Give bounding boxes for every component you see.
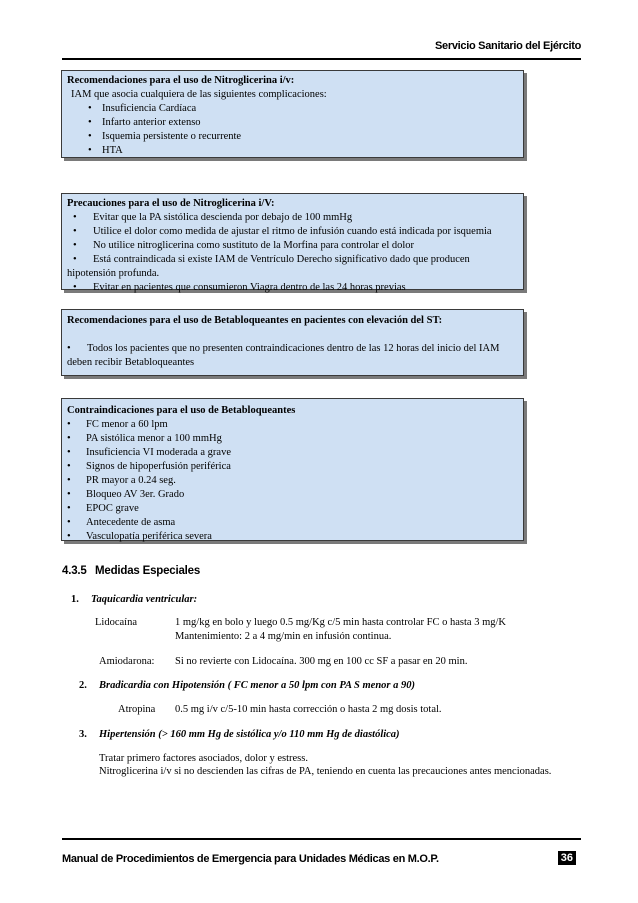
bullet-icon: • xyxy=(67,489,71,500)
box-title: Recomendaciones para el uso de Betabloqueantes en pacientes con elevación del ST: xyxy=(67,315,443,326)
bullet-icon: • xyxy=(67,461,71,472)
section-title: Medidas Especiales xyxy=(95,565,201,577)
section-heading xyxy=(62,565,200,577)
box-paragraph: • Todos los pacientes que no presenten contraindicaciones dentro de las 12 horas del inicio del IAM xyxy=(67,343,500,354)
bullet-icon: • xyxy=(73,212,77,223)
list-item: • PA sistólica menor a 100 mmHg xyxy=(67,433,222,444)
item-1-heading: 1. Taquicardia ventricular: xyxy=(71,594,198,605)
betablocker-recommendations-box xyxy=(61,309,524,376)
list-item: • Bloqueo AV 3er. Grado xyxy=(67,489,185,500)
box-subtitle: IAM que asocia cualquiera de las siguientes complicaciones: xyxy=(71,89,327,100)
box-paragraph-continuation: deben recibir Betabloqueantes xyxy=(67,357,195,368)
list-item: • Infarto anterior extenso xyxy=(88,117,201,128)
list-item: • Signos de hipoperfusión periférica xyxy=(67,461,231,472)
list-item: • Evitar en pacientes que consumieron Viagra dentro de las 24 horas previas xyxy=(73,282,406,293)
bullet-icon: • xyxy=(67,433,71,444)
box-title: Recomendaciones para el uso de Nitroglicerina i/v: xyxy=(67,75,295,86)
list-item: • Isquemia persistente o recurrente xyxy=(88,131,242,142)
bullet-list xyxy=(67,102,523,158)
list-item: • PR mayor a 0.24 seg. xyxy=(67,475,176,486)
atropine-label: Atropina xyxy=(118,704,156,715)
list-item: • HTA xyxy=(88,145,123,156)
list-item: • Está contraindicada si existe IAM de Ventrículo Derecho significativo dado que producen xyxy=(73,254,470,265)
bullet-icon: • xyxy=(73,282,77,293)
list-item: • Evitar que la PA sistólica descienda por debajo de 100 mmHg xyxy=(73,212,353,223)
bullet-icon: • xyxy=(67,419,71,430)
section-number: 4.3.5 xyxy=(62,565,87,577)
bullet-icon: • xyxy=(67,447,71,458)
atropine-dose: 0.5 mg i/v c/5-10 min hasta corrección o hasta 2 mg dosis total. xyxy=(175,704,442,715)
bullet-icon: • xyxy=(73,226,77,237)
list-item: • Insuficiencia Cardíaca xyxy=(88,103,197,114)
bullet-icon: • xyxy=(73,240,77,251)
box-title: Precauciones para el uso de Nitroglicerina i/V: xyxy=(67,198,275,209)
bullet-icon: • xyxy=(88,103,92,114)
page-header: Servicio Sanitario del Ejército xyxy=(435,40,581,52)
footer-rule xyxy=(62,838,581,840)
bullet-list xyxy=(67,211,523,295)
bullet-icon: • xyxy=(88,131,92,142)
item-3-heading: 3. Hipertensión (> 160 mm Hg de sistólica y/o 110 mm Hg de diastólica) xyxy=(79,729,400,740)
bullet-list xyxy=(67,418,523,544)
box-title: Contraindicaciones para el uso de Betabloqueantes xyxy=(67,405,296,416)
item-2-heading: 2. Bradicardia con Hipotensión ( FC menor a 50 lpm con PA S menor a 90) xyxy=(79,680,416,691)
page-number: 36 xyxy=(558,851,576,865)
bullet-icon: • xyxy=(67,343,71,354)
bullet-icon: • xyxy=(67,531,71,542)
bullet-icon: • xyxy=(67,475,71,486)
list-item: • No utilice nitroglicerina como sustituto de la Morfina para controlar el dolor xyxy=(73,240,415,251)
bullet-icon: • xyxy=(67,503,71,514)
hypertension-text-1: Tratar primero factores asociados, dolor y estress. xyxy=(99,753,308,764)
betablocker-contraindications-box xyxy=(61,398,524,541)
hypertension-text-2: Nitroglicerina i/v si no descienden las cifras de PA, teniendo en cuenta las precauciones antes mencionadas. xyxy=(99,766,552,777)
nitroglycerin-recommendations-box xyxy=(61,70,524,158)
list-item: • Vasculopatía periférica severa xyxy=(67,531,212,542)
list-item: • EPOC grave xyxy=(67,503,139,514)
bullet-icon: • xyxy=(73,254,77,265)
header-rule xyxy=(62,58,581,60)
nitroglycerin-precautions-box xyxy=(61,193,524,293)
lidocaine-dose: 1 mg/kg en bolo y luego 0.5 mg/Kg c/5 min hasta controlar FC o hasta 3 mg/K xyxy=(175,617,507,628)
list-item: • FC menor a 60 lpm xyxy=(67,419,168,430)
bullet-icon: • xyxy=(67,517,71,528)
list-item: • Insuficiencia VI moderada a grave xyxy=(67,447,231,458)
amiodarone-label: Amiodarona: xyxy=(99,656,155,667)
list-item: • Utilice el dolor como medida de ajustar el ritmo de infusión cuando está indicada por isquemia xyxy=(73,226,492,237)
list-item: • Antecedente de asma xyxy=(67,517,176,528)
lidocaine-maintenance: Mantenimiento: 2 a 4 mg/min en infusión continua. xyxy=(175,631,392,642)
list-item-continuation: hipotensión profunda. xyxy=(67,268,160,279)
bullet-icon: • xyxy=(88,117,92,128)
page-footer: Manual de Procedimientos de Emergencia para Unidades Médicas en M.O.P. xyxy=(62,853,439,865)
lidocaine-label: Lidocaína xyxy=(95,617,137,628)
amiodarone-dose: Si no revierte con Lidocaína. 300 mg en 100 cc SF a pasar en 20 min. xyxy=(175,656,468,667)
bullet-icon: • xyxy=(88,145,92,156)
